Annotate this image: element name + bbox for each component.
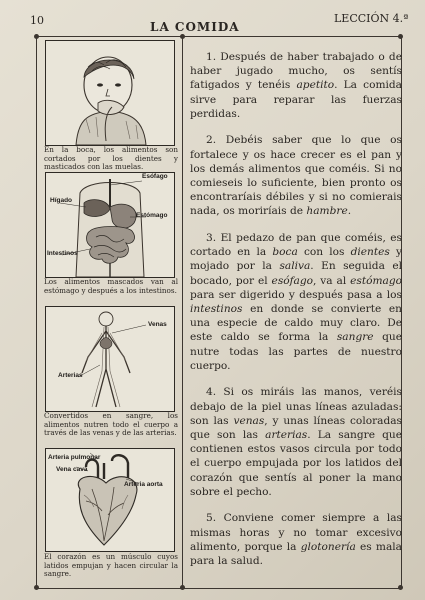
figure-child-eating (45, 40, 175, 146)
label-estomago: Estómago (136, 212, 168, 219)
text-run: 1. Después de haber trabajado o de haber jugado mucho, os sentís fatigados y tenéis (190, 51, 402, 92)
lesson-number: LECCIÓN 4.ª (334, 12, 409, 25)
chapter-title: LA COMIDA (150, 20, 240, 34)
paragraph (190, 50, 402, 121)
text-run: y mojado por la (190, 246, 402, 273)
heart-illustration (46, 449, 174, 551)
corner-ornament (34, 585, 39, 590)
italic-term: intestinos (190, 303, 243, 316)
text-run: 5. Conviene comer siempre a las mismas horas y no tomar excesivo alimento, porque la (190, 512, 402, 553)
italic-term: esófago (271, 274, 314, 287)
text-run: es mala para la salud. (190, 540, 402, 568)
figure-caption: Convertidos en sangre, los alimentos nutren todo el cuerpo a través de las venas y de las arterias. (44, 411, 178, 438)
text-run: con los (297, 246, 351, 259)
italic-term: saliva (279, 260, 311, 273)
corner-ornament (398, 585, 403, 590)
text-run: para ser digerido y después pasa a los (190, 288, 402, 301)
corner-ornament (34, 34, 39, 39)
lesson-text (190, 50, 402, 581)
label-arteria-aorta: Arteria aorta (124, 481, 163, 488)
label-intestinos: Intestinos (47, 250, 78, 257)
paragraph (190, 511, 402, 568)
text-run: . La comida sirve para reparar las fuerzas perdidas. (190, 79, 402, 120)
figure-heart (45, 448, 175, 552)
paragraph (190, 385, 402, 499)
figure-caption: Los alimentos mascados van al estómago y después a los intestinos. (44, 277, 178, 295)
italic-term: boca (272, 246, 298, 259)
text-run: que nutre todas las partes de nuestro cuerpo. (190, 331, 402, 372)
text-run: . En seguida el bocado, por el (190, 260, 403, 287)
figure-caption: El corazón es un músculo cuyos latidos empujan y hacen circular la sangre. (44, 552, 178, 579)
text-run: . (347, 205, 352, 218)
corner-ornament (180, 34, 185, 39)
text-run: 4. Si os miráis las manos, veréis debajo de la piel unas líneas azuladas: son las (190, 386, 402, 427)
italic-term: sangre (336, 331, 374, 344)
label-esofago: Esófago (142, 173, 168, 180)
page-number: 10 (30, 14, 44, 27)
italic-term: glotonería (300, 540, 356, 553)
text-run: 2. Debéis saber que lo que os fortalece y os hace crecer es el pan y los demás alimentos que coméis. Si no comieseis lo suficiente, bien pronto os encontraríais débiles y si no comierais nada, os moriríais de (190, 134, 402, 218)
digestive-system-illustration (46, 173, 174, 277)
label-venas: Venas (148, 321, 167, 328)
column-divider (182, 36, 183, 587)
italic-term: venas (233, 414, 265, 427)
label-vena-cava: Vena cava (56, 466, 88, 473)
label-arterias: Arterias (58, 372, 83, 379)
corner-ornament (398, 34, 403, 39)
label-arteria-pulmonar: Arteria pulmonar (48, 454, 101, 461)
label-higado: Hígado (50, 197, 73, 204)
text-run: , y unas líneas coloradas que son las (190, 414, 402, 442)
figure-caption: En la boca, los alimentos son cortados por los dientes y masticados con las muelas. (44, 145, 178, 172)
paragraph (190, 133, 402, 218)
text-run: 3. El pedazo de pan que coméis, es cortado en la (190, 232, 402, 259)
paragraph (190, 231, 402, 373)
figure-digestive-system (45, 172, 175, 278)
italic-term: dientes (350, 246, 390, 259)
italic-term: arterias (265, 429, 308, 442)
text-run: en donde se convierte en una especie de caldo muy claro. De este caldo se forma la (190, 303, 402, 344)
text-run: , va al (313, 274, 351, 287)
text-run: . La sangre que contienen estos vasos circula por todo el cuerpo empujada por los latidos del corazón que sentís al poner la mano sobre el pecho. (190, 429, 402, 498)
italic-term: apetito (296, 79, 335, 92)
child-eating-illustration (46, 41, 174, 145)
italic-term: estómago (350, 274, 402, 287)
italic-term: hambre (306, 205, 348, 218)
corner-ornament (180, 585, 185, 590)
